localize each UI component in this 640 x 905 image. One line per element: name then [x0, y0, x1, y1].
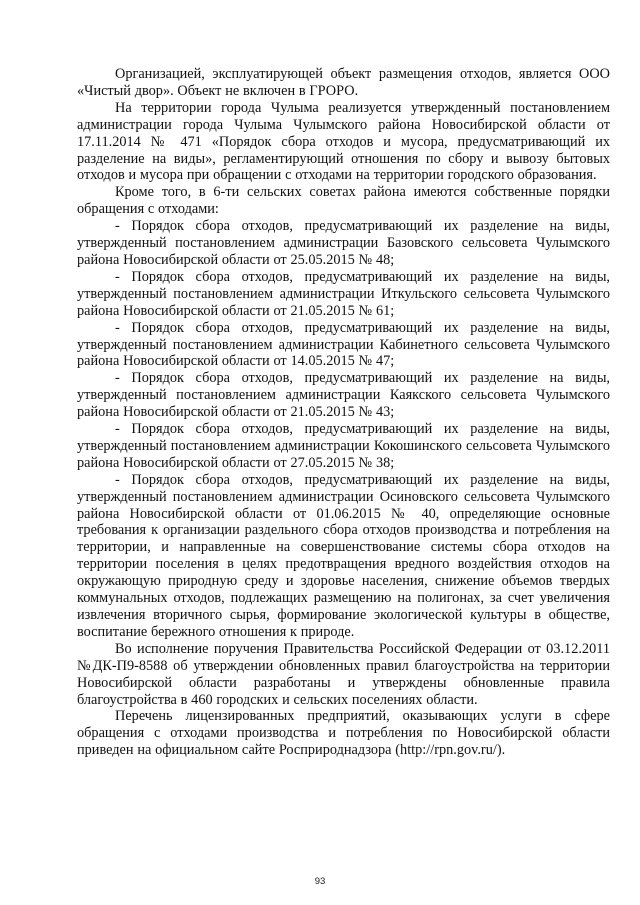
list-item-kabinetny: - Порядок сбора отходов, предусматривающий их разделение на виды, утвержденный постановлением администрации Кабинетного сельсовета Чулымского района Новосибирской области от 14.05.2015 № 47; [77, 319, 610, 370]
list-item-kokoshinsky: - Порядок сбора отходов, предусматривающий их разделение на виды, утвержденный постановлением администрации Кокошинского сельсовета Чулымского района Новосибирской области от 27.05.2015 № 38; [77, 421, 610, 471]
page-number: 93 [314, 876, 326, 887]
paragraph-licensed-enterprises: Перечень лицензированных предприятий, оказывающих услуги в сфере обращения с отходами производства и потребления по Новосибирской области приведен на официальном сайте Росприроднадзора (http://rpn.gov.ru/). [77, 708, 610, 759]
list-item-itkulsky: - Порядок сбора отходов, предусматривающий их разделение на виды, утвержденный постановлением администрации Иткульского сельсовета Чулымского района Новосибирской области от 21.05.2015 № 61; [77, 268, 610, 319]
paragraph-chulym-order: На территории города Чулыма реализуется утвержденный постановлением администрации города Чулыма Чулымского района Новосибирской области от 17.11.2014 № 471 «Порядок сбора отходов и мусора, предусматривающий их разделение на виды», регламентирующий отношения по сбору и вывозу бытовых отходов и мусора при обращении с отходами на территории городского образования. [77, 99, 610, 184]
list-item-kayaksky: - Порядок сбора отходов, предусматривающий их разделение на виды, утвержденный постановлением администрации Каякского сельсовета Чулымского района Новосибирской области от 21.05.2015 № 43; [77, 370, 610, 421]
paragraph-rural-councils: Кроме того, в 6-ти сельских советах района имеются собственные порядки обращения с отходами: [77, 184, 610, 218]
document-body [77, 66, 610, 759]
list-item-bazovsky: - Порядок сбора отходов, предусматривающий их разделение на виды, утвержденный постановлением администрации Базовского сельсовета Чулымского района Новосибирской области от 25.05.2015 № 48; [77, 218, 610, 268]
list-item-osinovsky: - Порядок сбора отходов, предусматривающий их разделение на виды, утвержденный постановлением администрации Осиновского сельсовета Чулымского района Новосибирской области от 01.06.2015 № 40, определяющие основные требования к организации раздельного сбора отходов производства и потребления на территории, и направленные на совершенствование системы сбора отходов на территории поселения в целях предотвращения вредного воздействия отходов на окружающую природную среду и здоровье населения, снижение объемов твердых коммунальных отходов, подлежащих размещению на полигонах, за счет увеличения извлечения вторичного сырья, формирование экологической культуры в обществе, воспитание бережного отношения к природе. [77, 471, 610, 640]
paragraph-operator: Организацией, эксплуатирующей объект размещения отходов, является ООО «Чистый двор». Объект не включен в ГРОРО. [77, 66, 610, 99]
paragraph-government-order: Во исполнение поручения Правительства Российской Федерации от 03.12.2011 №ДК-П9-8588 об утверждении обновленных правил благоустройства на территории Новосибирской области разработаны и утверждены обновленные правила благоустройства в 460 городских и сельских поселениях области. [77, 640, 610, 708]
